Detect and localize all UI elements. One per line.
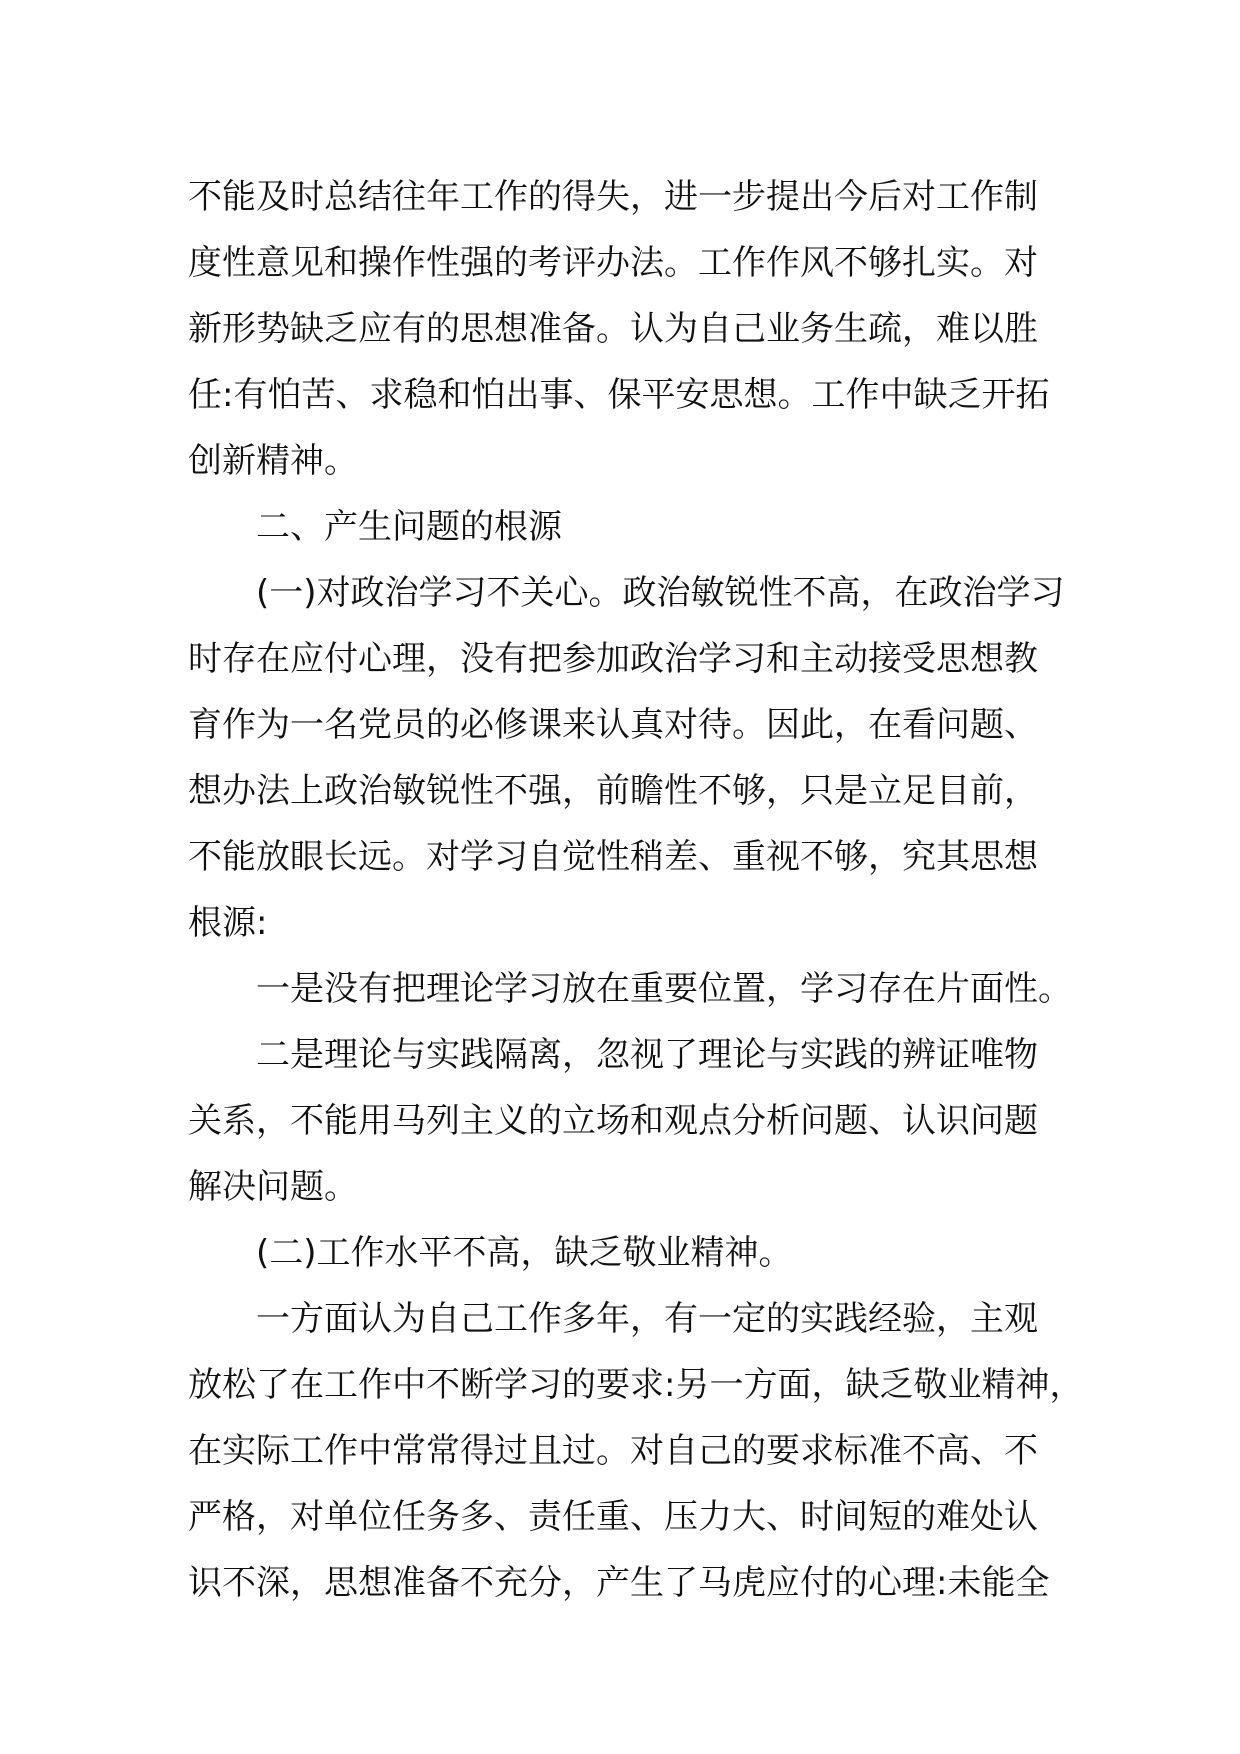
section-heading: 二、产生问题的根源 xyxy=(256,507,562,547)
point-one: 一是没有把理论学习放在重要位置，学习存在片面性。 xyxy=(256,969,1072,1009)
text-line-10: 想办法上政治敏锐性不强，前瞻性不够，只是立足目前， xyxy=(188,771,1038,811)
text-line-2: 度性意见和操作性强的考评办法。工作作风不够扎实。对 xyxy=(188,243,1038,283)
text-line-4: 任:有怕苦、求稳和怕出事、保平安思想。工作中缺乏开拓 xyxy=(188,375,1050,415)
text-line-8: 时存在应付心理，没有把参加政治学习和主动接受思想教 xyxy=(188,639,1038,679)
text-line-11: 不能放眼长远。对学习自觉性稍差、重视不够，究其思想 xyxy=(188,837,1038,877)
text-line-15: 关系，不能用马列主义的立场和观点分析问题、认识问题 xyxy=(188,1101,1038,1141)
point-two: 二是理论与实践隔离，忽视了理论与实践的辨证唯物 xyxy=(256,1035,1038,1075)
paragraph-two-start: 一方面认为自己工作多年，有一定的实践经验，主观 xyxy=(256,1299,1038,1339)
text-line-12: 根源: xyxy=(188,903,268,943)
text-line-22: 识不深，思想准备不充分，产生了马虎应付的心理:未能全 xyxy=(188,1563,1050,1603)
text-line-19: 放松了在工作中不断学习的要求:另一方面，缺乏敬业精神， xyxy=(188,1365,1084,1405)
subheading-one: (一)对政治学习不关心。政治敏锐性不高，在政治学习 xyxy=(256,573,1065,613)
text-line-1: 不能及时总结往年工作的得失，进一步提出今后对工作制 xyxy=(188,177,1038,217)
text-line-5: 创新精神。 xyxy=(188,441,358,481)
text-line-16: 解决问题。 xyxy=(188,1167,358,1207)
text-line-3: 新形势缺乏应有的思想准备。认为自己业务生疏，难以胜 xyxy=(188,309,1038,349)
text-line-21: 严格，对单位任务多、责任重、压力大、时间短的难处认 xyxy=(188,1497,1038,1537)
text-line-20: 在实际工作中常常得过且过。对自己的要求标准不高、不 xyxy=(188,1431,1038,1471)
document-body xyxy=(188,164,1108,1616)
subheading-two: (二)工作水平不高，缺乏敬业精神。 xyxy=(256,1233,793,1273)
text-line-9: 育作为一名党员的必修课来认真对待。因此，在看问题、 xyxy=(188,705,1038,745)
